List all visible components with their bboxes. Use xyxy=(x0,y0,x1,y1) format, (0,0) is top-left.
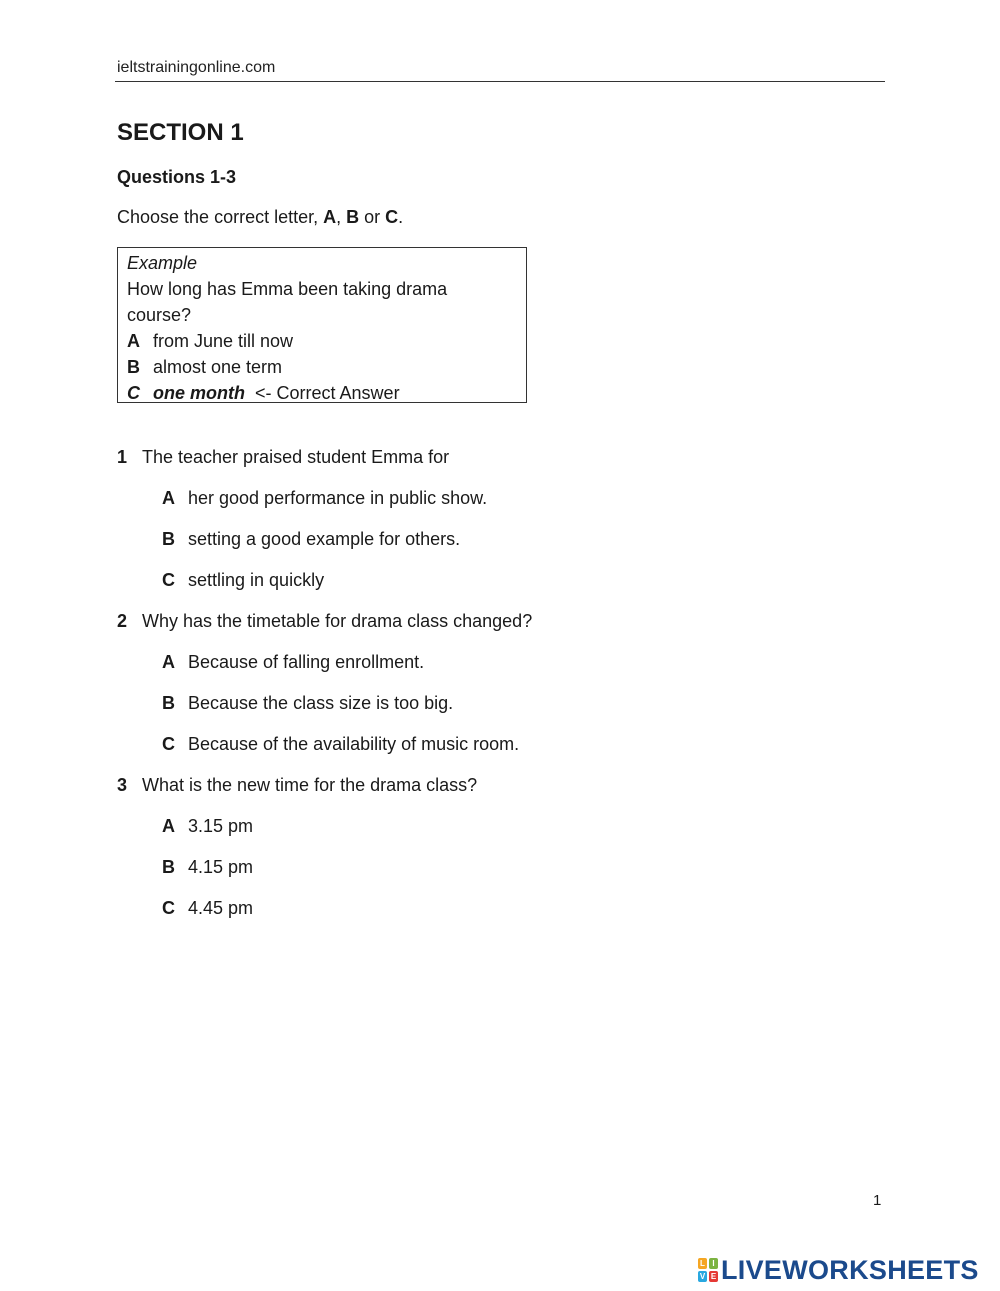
question-1: 1 The teacher praised student Emma for xyxy=(117,447,450,467)
questions-range: Questions 1-3 xyxy=(117,167,237,187)
instruction xyxy=(117,207,403,228)
instruction-sep: , xyxy=(336,207,347,227)
example-box xyxy=(117,247,527,403)
instruction-suffix: . xyxy=(398,207,404,227)
instruction-letter-c: C xyxy=(385,207,399,227)
question-2-option-c[interactable]: C Because of the availability of music room. xyxy=(162,734,520,754)
question-1-option-b[interactable]: B setting a good example for others. xyxy=(162,529,461,549)
liveworksheets-logo xyxy=(698,1256,979,1284)
page-number: 1 xyxy=(873,1192,882,1209)
example-option-correct: C one month <- Correct Answer xyxy=(127,383,400,403)
liveworksheets-icon: L I V E xyxy=(699,1259,717,1281)
question-1-option-c[interactable]: C settling in quickly xyxy=(162,570,325,590)
instruction-letter-a: A xyxy=(323,207,337,227)
instruction-sep: or xyxy=(359,207,386,227)
question-2: 2 Why has the timetable for drama class changed? xyxy=(117,611,533,631)
example-question-line: How long has Emma been taking drama xyxy=(127,279,448,299)
question-3-option-b[interactable]: B 4.15 pm xyxy=(162,857,254,877)
question-3-option-c[interactable]: C 4.45 pm xyxy=(162,898,254,918)
question-2-option-a[interactable]: A Because of falling enrollment. xyxy=(162,652,425,672)
example-option: B almost one term xyxy=(127,357,283,377)
example-question-line: course? xyxy=(127,305,192,325)
question-2-option-b[interactable]: B Because the class size is too big. xyxy=(162,693,454,713)
instruction-letter-b: B xyxy=(346,207,360,227)
example-label: Example xyxy=(127,253,198,273)
brand-text: LIVEWORKSHEETS xyxy=(721,1254,979,1285)
question-1-option-a[interactable]: A her good performance in public show. xyxy=(162,488,488,508)
header-divider xyxy=(115,81,885,82)
question-3-option-a[interactable]: A 3.15 pm xyxy=(162,816,254,836)
section-title: SECTION 1 xyxy=(117,119,244,146)
correct-answer-note: <- Correct Answer xyxy=(255,383,400,403)
example-option: A from June till now xyxy=(127,331,294,351)
site-header-text: ieltstrainingonline.com xyxy=(117,59,276,76)
instruction-prefix: Choose the correct letter, xyxy=(117,207,324,227)
question-3: 3 What is the new time for the drama class? xyxy=(117,775,478,795)
